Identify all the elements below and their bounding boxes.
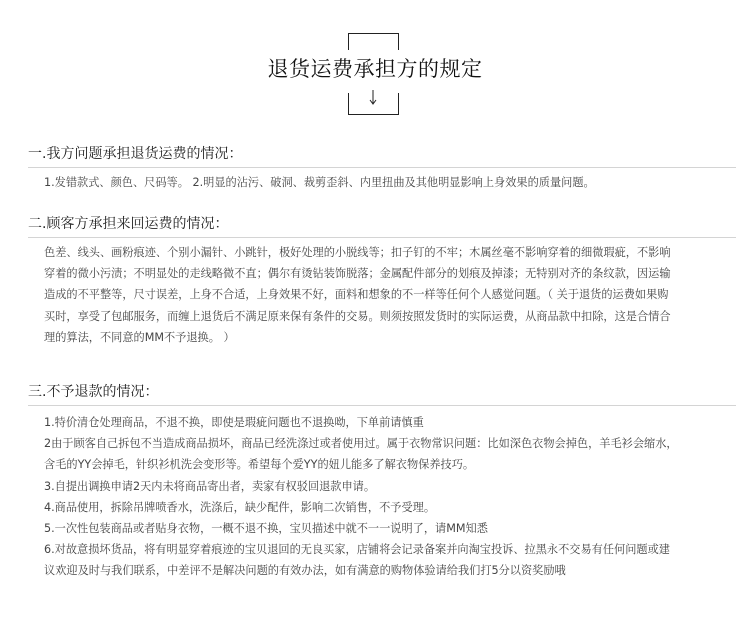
section-2-line: 造成的不平整等，尺寸误差，上身不合适，上身效果不好，面料和想象的不一样等任何个人感觉问题。（ 关于退货的运费如果购 (44, 288, 669, 302)
page-title: 退货运费承担方的规定 (267, 57, 483, 81)
section-2-line: 理的算法，不同意的MM不予退换。 ） (44, 330, 235, 344)
section-heading-2: 二.顾客方承担来回运费的情况： (28, 216, 229, 232)
section-divider-1 (28, 167, 736, 168)
title-bracket-top (348, 33, 399, 50)
section-3-line: 3.自提出调换申请2天内未将商品寄出者，卖家有权驳回退款申请。 (44, 479, 376, 493)
section-2-line: 买时，享受了包邮服务，而缠上退货后不满足原来保有条件的交易。则须按照发货时的实际运费，从商品款中扣除，这是合情合 (44, 309, 671, 323)
section-2-line: 色差、线头、画粉痕迹、个别小漏针、小跳针，极好处理的小脱线等；扣子钉的不牢；木属丝毫不影响穿着的细微瑕疵，不影响 (44, 246, 671, 259)
section-3-line: 5.一次性包装商品或者贴身衣物，一概不退不换，宝贝描述中就不一一说明了，请MM知悉 (44, 522, 488, 536)
page-header (0, 0, 750, 120)
section-2-line: 穿着的微小污渍；不明显处的走线略微不直；偶尔有烫钻装饰脱落；金属配件部分的划痕及掉漆；无特别对齐的条纹款，因运输 (44, 267, 671, 281)
section-divider-2 (28, 237, 736, 238)
section-3-line: 2由于顾客自己拆包不当造成商品损坏，商品已经洗涤过或者使用过。属于衣物常识问题：比如深色衣物会掉色，羊毛衫会缩水， (44, 437, 678, 451)
section-heading-3: 三.不予退款的情况： (28, 384, 159, 400)
section-3-line: 4.商品使用，拆除吊牌喷香水，洗涤后，缺少配件，影响二次销售，不予受理。 (44, 500, 436, 514)
section-3-line: 1.特价清仓处理商品，不退不换，即使是瑕疵问题也不退换呦，下单前请慎重 (44, 416, 424, 429)
section-divider-3 (28, 405, 736, 406)
section-body-2 (44, 242, 724, 348)
section-3-line: 6.对故意损坏货品，将有明显穿着痕迹的宝贝退回的无良买家，店铺将会记录备案并向淘宝投诉、拉黑永不交易有任何问题或建 (44, 543, 670, 557)
section-3-line: 议欢迎及时与我们联系，中差评不是解决问题的有效办法，如有满意的购物体验请给我们打5分以资奖励哦 (44, 564, 566, 578)
section-1-line: 1.发错款式、颜色、尺码等。 2.明显的沾污、破洞、裁剪歪斜、内里扭曲及其他明显影响上身效果的质量问题。 (44, 176, 595, 189)
section-body-3 (44, 412, 724, 582)
section-heading-1: 一.我方问题承担退货运费的情况： (28, 146, 243, 162)
down-arrow-icon (366, 90, 380, 106)
section-body-1 (44, 172, 724, 193)
section-3-line: 含毛的YY会掉毛，针织衫机洗会变形等。希望每个爱YY的妞儿能多了解衣物保养技巧。 (44, 458, 475, 472)
